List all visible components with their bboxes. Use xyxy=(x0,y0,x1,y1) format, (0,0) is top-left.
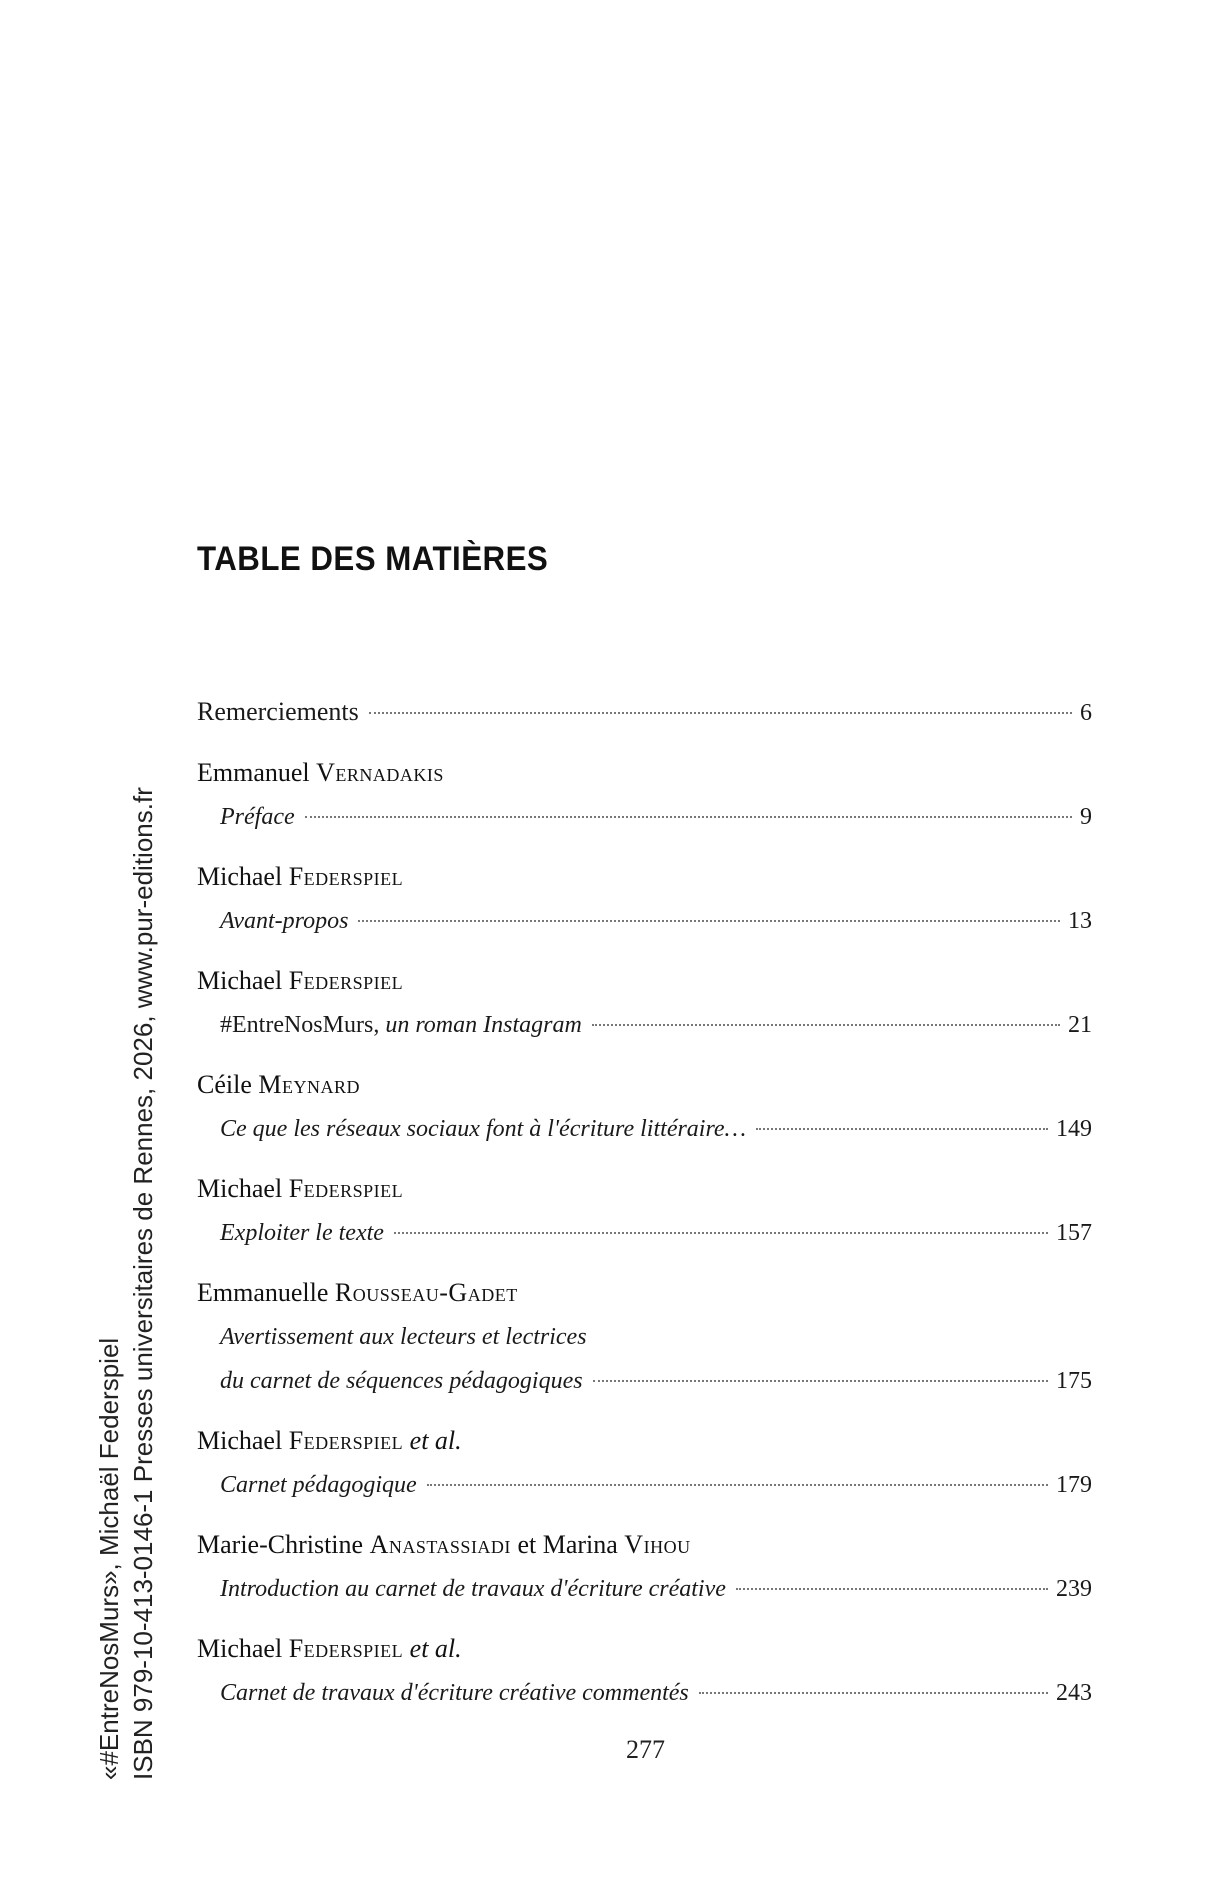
dot-leader xyxy=(369,712,1072,714)
toc-entry-exploiter-texte[interactable] xyxy=(197,1167,1092,1255)
entry-title: Carnet de travaux d'écriture créative commentés xyxy=(220,1680,689,1706)
dot-leader xyxy=(592,1024,1060,1026)
toc-entry-reseaux-sociaux[interactable] xyxy=(197,1063,1092,1151)
page-number: 21 xyxy=(1068,1012,1092,1038)
page-number: 6 xyxy=(1080,700,1092,726)
page-number: 9 xyxy=(1080,804,1092,830)
page-number: 175 xyxy=(1056,1368,1092,1394)
dot-leader xyxy=(736,1588,1048,1590)
entry-title: Ce que les réseaux sociaux font à l'écriture littéraire… xyxy=(220,1116,746,1142)
toc-entry-travaux-commentes[interactable] xyxy=(197,1627,1092,1715)
toc-entry-remerciements[interactable] xyxy=(197,690,1092,735)
table-of-contents xyxy=(197,690,1092,1731)
entry-title-line-1: Avertissement aux lecteurs et lectrices xyxy=(220,1324,587,1350)
sidebar-line-1: «#EntreNosMurs», Michaël Federspiel xyxy=(94,1337,124,1780)
entry-label: Remerciements xyxy=(197,697,359,726)
page-folio: 277 xyxy=(626,1735,665,1764)
sidebar-line-2: ISBN 979-10-413-0146-1 Presses universitaires de Rennes, 2026, www.pur-editions.fr xyxy=(128,787,158,1780)
dot-leader xyxy=(305,816,1072,818)
entry-author: Michael Federspiel et al. xyxy=(197,1634,462,1663)
entry-title: Introduction au carnet de travaux d'écriture créative xyxy=(220,1576,726,1602)
entry-author: Michael Federspiel et al. xyxy=(197,1426,462,1455)
entry-author: Michael Federspiel xyxy=(197,862,404,891)
dot-leader xyxy=(358,920,1060,922)
entry-title: #EntreNosMurs, un roman Instagram xyxy=(220,1012,582,1038)
entry-title: Préface xyxy=(220,804,295,830)
page-number: 157 xyxy=(1056,1220,1092,1246)
toc-entry-avant-propos[interactable] xyxy=(197,855,1092,943)
entry-author: Emmanuel Vernadakis xyxy=(197,758,444,787)
copyright-sidebar xyxy=(92,787,160,1780)
dot-leader xyxy=(699,1692,1048,1694)
entry-author: Céile Meynard xyxy=(197,1070,360,1099)
toc-entry-roman-instagram[interactable] xyxy=(197,959,1092,1047)
entry-title: Avant-propos xyxy=(220,908,349,934)
page-number: 179 xyxy=(1056,1472,1092,1498)
toc-entry-preface[interactable] xyxy=(197,751,1092,839)
dot-leader xyxy=(394,1232,1048,1234)
entry-author: Michael Federspiel xyxy=(197,966,404,995)
entry-author: Michael Federspiel xyxy=(197,1174,404,1203)
toc-entry-avertissement[interactable] xyxy=(197,1271,1092,1403)
page-number: 149 xyxy=(1056,1116,1092,1142)
entry-author: Marie-Christine Anastassiadi et Marina Vihou xyxy=(197,1530,691,1559)
dot-leader xyxy=(756,1128,1048,1130)
entry-title: Carnet pédagogique xyxy=(220,1472,417,1498)
entry-title: Exploiter le texte xyxy=(220,1220,384,1246)
toc-entry-introduction-carnet[interactable] xyxy=(197,1523,1092,1611)
entry-author: Emmanuelle Rousseau-Gadet xyxy=(197,1278,518,1307)
dot-leader xyxy=(593,1380,1048,1382)
page-number: 13 xyxy=(1068,908,1092,934)
page-number: 239 xyxy=(1056,1576,1092,1602)
dot-leader xyxy=(427,1484,1048,1486)
entry-title: du carnet de séquences pédagogiques xyxy=(220,1368,583,1394)
toc-entry-carnet-pedagogique[interactable] xyxy=(197,1419,1092,1507)
page-title: TABLE DES MATIÈRES xyxy=(197,540,549,578)
page-number: 243 xyxy=(1056,1680,1092,1706)
